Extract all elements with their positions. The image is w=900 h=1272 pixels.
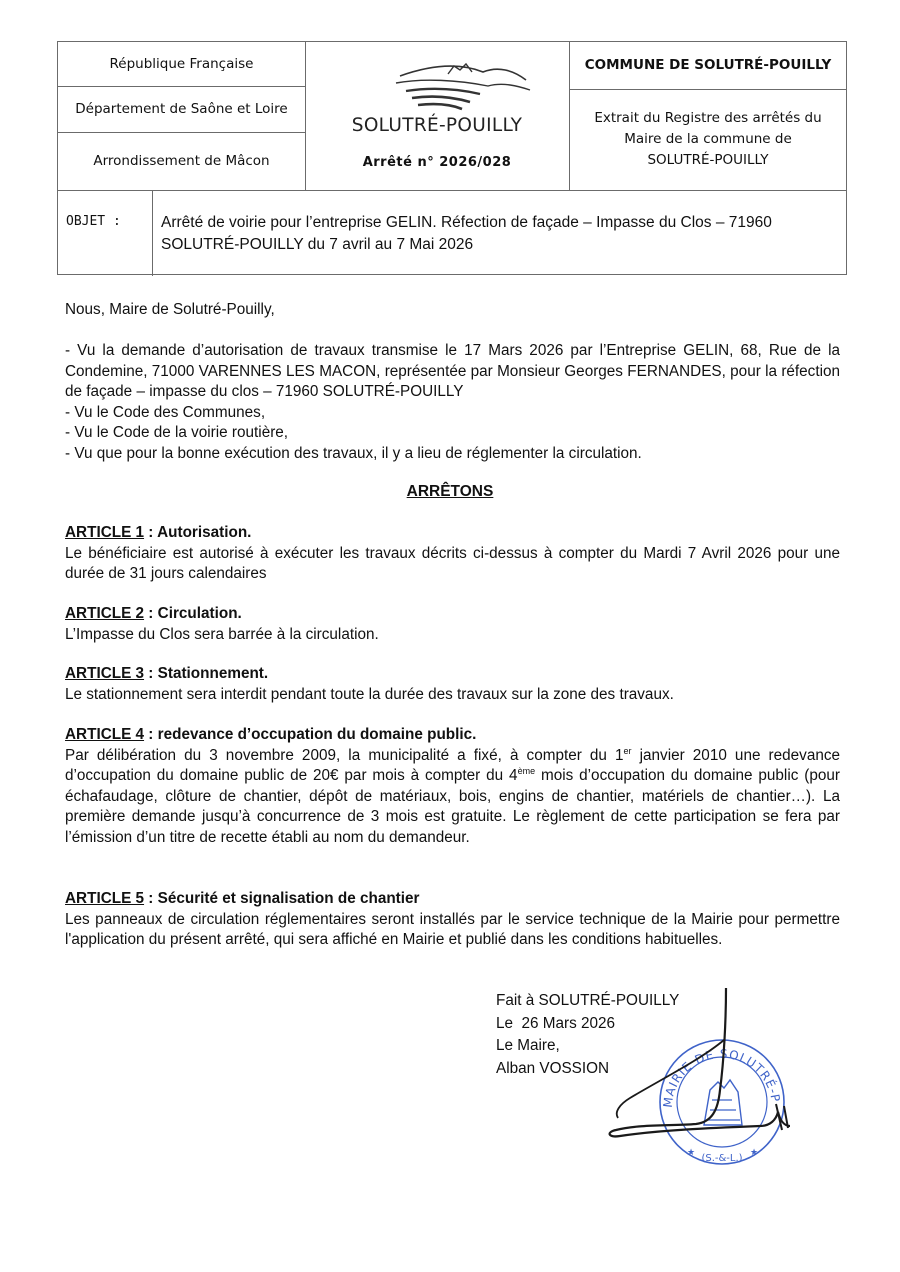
article-text: Les panneaux de circulation réglementaires seront installés par le service technique de la Mairie pour permettre l'application du présent arrêté, qui sera affiché en Mairie et publié dans les conditions habituelles.	[65, 910, 840, 949]
divider	[58, 190, 846, 191]
signature-date: Le 26 Mars 2026	[496, 1014, 616, 1032]
arretons-title: ARRÊTONS	[406, 483, 494, 500]
republic-label: République Française	[109, 55, 254, 72]
vu-item: - Vu la demande d’autorisation de travaux transmise le 17 Mars 2026 par l’Entreprise GELIN, 68, Rue de la Condemine, 71000 VARENNES LES MACON, représentée par Monsieur Georges FERNANDES, pour la réfection de façade – impasse du clos – 71960 SOLUTRÉ-POUILLY	[65, 342, 840, 401]
article-title: Circulation.	[157, 605, 242, 622]
signature-name: Alban VOSSION	[496, 1059, 610, 1077]
extrait-line: Extrait du Registre des arrêtés du	[594, 110, 822, 126]
svg-text:(S.-&-L.): (S.-&-L.)	[701, 1153, 743, 1164]
article-sep: :	[144, 726, 158, 743]
article-sep: :	[144, 524, 158, 541]
svg-text:★: ★	[687, 1147, 696, 1157]
divider	[152, 190, 153, 276]
extrait-block	[569, 89, 847, 190]
article-text-part: Par délibération du 3 novembre 2009, la municipalité a fixé, à compter du 1	[65, 746, 624, 764]
article-text: L’Impasse du Clos sera barrée à la circulation.	[65, 625, 379, 643]
article-heading	[65, 664, 840, 685]
article-1	[65, 523, 840, 585]
article-label: ARTICLE 5	[65, 890, 145, 907]
arrondissement-label: Arrondissement de Mâcon	[93, 152, 270, 169]
article-3	[65, 664, 840, 705]
arrete-number: Arrêté n° 2026/028	[362, 154, 512, 170]
article-text-part: mois d’occupation du domaine public (pour échafaudage, clôture de chantier, dépôt de matériaux, bois, engins de chantier, matériels de chantier…). La première demande jusqu’à concurrence de 3 mois est gratuite. Le règlement de cette participation se fera par l’émission d’un titre de recette établi au nom du demandeur.	[65, 767, 840, 846]
objet-label: OBJET :	[66, 214, 121, 229]
vu-item: - Vu le Code des Communes,	[65, 403, 266, 421]
article-text: Le bénéficiaire est autorisé à exécuter les travaux décrits ci-dessus à compter du Mardi 7 Avril 2026 pour une durée de 31 jours calendaires	[65, 544, 840, 583]
article-label: ARTICLE 3	[65, 665, 145, 682]
article-title: redevance d’occupation du domaine public.	[157, 726, 477, 743]
objet-text: Arrêté de voirie pour l’entreprise GELIN. Réfection de façade – Impasse du Clos – 71960 SOLUTRÉ-POUILLY du 7 avril au 7 Mai 2026	[161, 214, 772, 253]
header-table	[57, 41, 847, 275]
article-5	[65, 889, 840, 951]
handwritten-signature-icon	[600, 980, 800, 1150]
article-sep: :	[144, 605, 158, 622]
article-text-part: janvier 2010 une redevance d’occupation du domaine public de 20€ par mois à compter du 4	[65, 746, 840, 785]
article-sep: :	[144, 665, 158, 682]
article-label: ARTICLE 2	[65, 605, 145, 622]
vu-item: - Vu le Code de la voirie routière,	[65, 424, 289, 442]
signature-place: Fait à SOLUTRÉ-POUILLY	[496, 992, 680, 1009]
greeting: Nous, Maire de Solutré-Pouilly,	[65, 301, 275, 318]
superscript: er	[623, 745, 632, 756]
article-heading	[65, 725, 840, 746]
vu-item: - Vu que pour la bonne exécution des travaux, il y a lieu de réglementer la circulation.	[65, 444, 642, 462]
signature-role: Le Maire,	[496, 1037, 560, 1054]
svg-text:MAIRIE DE SOLUTRÉ-POUILLY: MAIRIE DE SOLUTRÉ-P	[660, 1046, 783, 1109]
article-title: Autorisation.	[157, 524, 252, 541]
commune-logo-icon	[388, 56, 538, 116]
article-title: Stationnement.	[157, 665, 269, 682]
extrait-line: Maire de la commune de	[624, 131, 792, 147]
departement-label: Département de Saône et Loire	[75, 100, 288, 117]
article-heading	[65, 604, 840, 625]
article-sep: :	[144, 890, 158, 907]
article-label: ARTICLE 4	[65, 726, 145, 743]
extrait-line: SOLUTRÉ-POUILLY	[647, 152, 769, 168]
article-heading	[65, 889, 840, 910]
logo-name: SOLUTRÉ-POUILLY	[351, 114, 523, 136]
article-heading	[65, 523, 840, 544]
article-text	[65, 746, 840, 849]
commune-title: COMMUNE DE SOLUTRÉ-POUILLY	[584, 57, 832, 73]
article-2	[65, 604, 840, 645]
svg-text:★: ★	[750, 1147, 759, 1157]
article-4	[65, 725, 840, 849]
article-label: ARTICLE 1	[65, 524, 145, 541]
article-title: Sécurité et signalisation de chantier	[157, 890, 420, 907]
article-text: Le stationnement sera interdit pendant toute la durée des travaux sur la zone des travaux.	[65, 685, 674, 703]
superscript: ème	[517, 766, 536, 777]
vu-block	[65, 341, 840, 465]
